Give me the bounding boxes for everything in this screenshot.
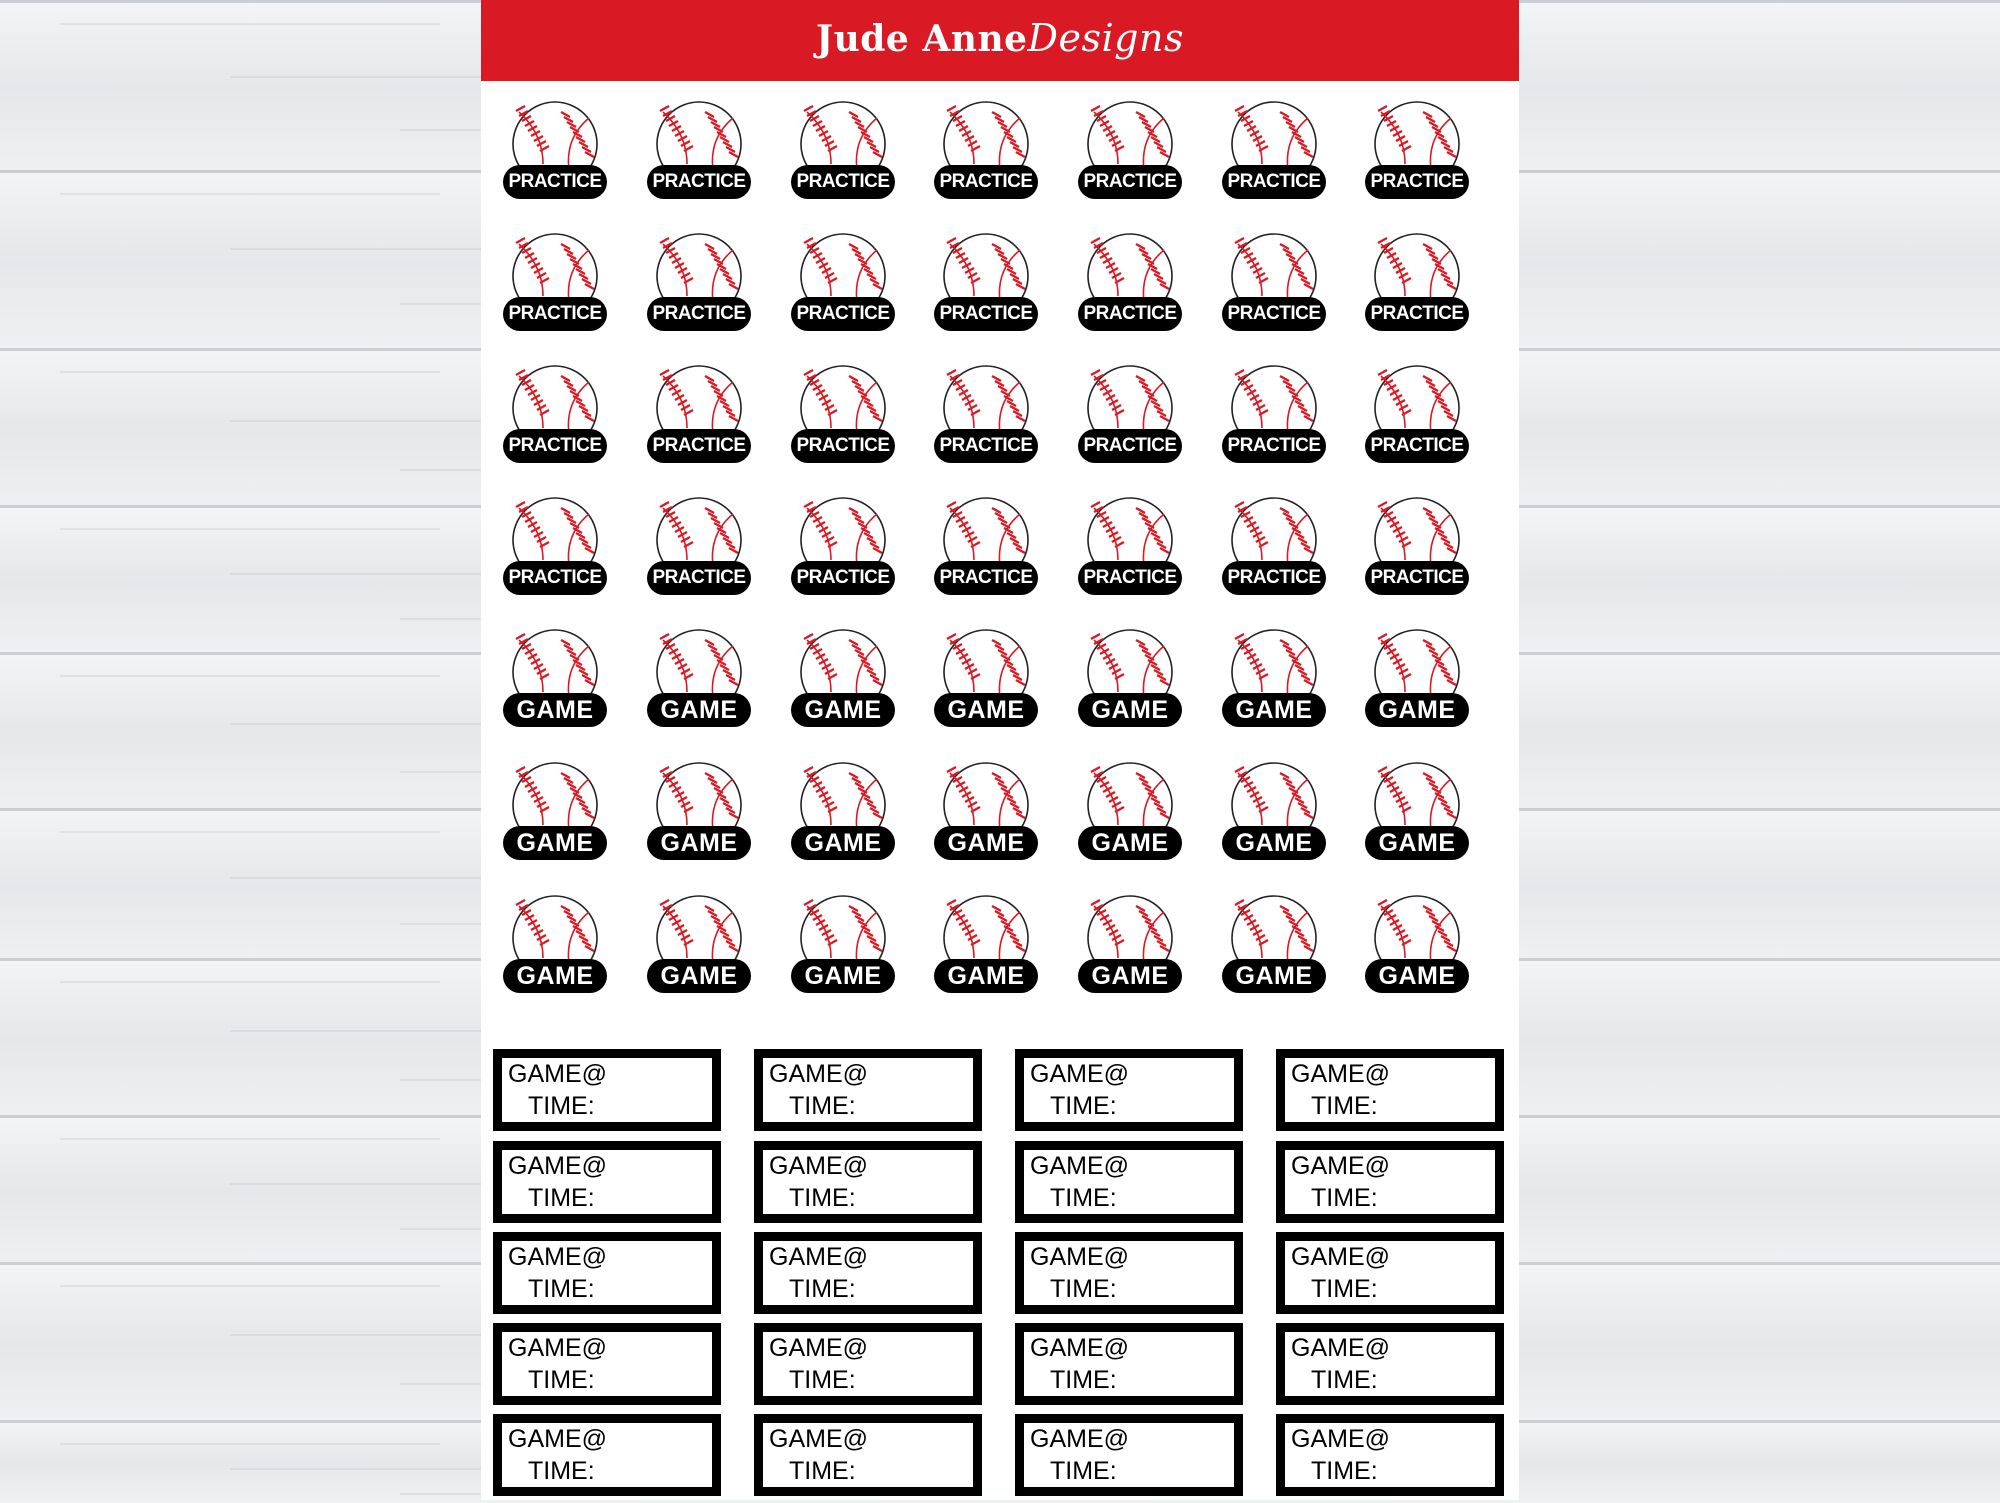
game-time-label — [493, 1049, 721, 1131]
game-time-label — [1276, 1414, 1504, 1496]
game-time-label — [1276, 1232, 1504, 1314]
sticker-sheet — [481, 0, 1519, 1500]
game-at-text: GAME@ — [1291, 1152, 1390, 1180]
game-sticker — [1222, 761, 1326, 865]
game-at-text: GAME@ — [769, 1334, 868, 1362]
game-at-text: GAME@ — [1030, 1334, 1129, 1362]
time-text: TIME: — [1050, 1366, 1117, 1394]
practice-sticker — [934, 232, 1038, 336]
game-sticker — [1078, 894, 1182, 998]
game-sticker — [1222, 894, 1326, 998]
practice-sticker — [1078, 364, 1182, 468]
time-text: TIME: — [789, 1275, 856, 1303]
game-sticker — [503, 894, 607, 998]
practice-label: PRACTICE — [1365, 429, 1469, 463]
practice-label: PRACTICE — [647, 165, 751, 199]
practice-label: PRACTICE — [503, 429, 607, 463]
practice-label: PRACTICE — [1365, 561, 1469, 595]
game-label: GAME — [1365, 959, 1469, 993]
game-label: GAME — [647, 693, 751, 727]
game-sticker — [1365, 761, 1469, 865]
game-at-text: GAME@ — [508, 1243, 607, 1271]
time-text: TIME: — [528, 1457, 595, 1485]
time-text: TIME: — [1311, 1457, 1378, 1485]
practice-sticker — [1222, 496, 1326, 600]
game-sticker — [1078, 761, 1182, 865]
practice-label: PRACTICE — [934, 561, 1038, 595]
game-at-text: GAME@ — [1030, 1425, 1129, 1453]
game-at-text: GAME@ — [1030, 1243, 1129, 1271]
game-label: GAME — [934, 826, 1038, 860]
time-text: TIME: — [1311, 1092, 1378, 1120]
game-label: GAME — [934, 693, 1038, 727]
practice-label: PRACTICE — [503, 297, 607, 331]
game-sticker — [1078, 628, 1182, 732]
game-label: GAME — [1078, 693, 1182, 727]
practice-label: PRACTICE — [934, 297, 1038, 331]
game-sticker — [791, 628, 895, 732]
game-time-label — [754, 1232, 982, 1314]
game-time-label — [1015, 1049, 1243, 1131]
game-label: GAME — [1222, 693, 1326, 727]
game-sticker — [503, 628, 607, 732]
game-at-text: GAME@ — [508, 1334, 607, 1362]
practice-sticker — [647, 232, 751, 336]
practice-sticker — [1078, 232, 1182, 336]
game-time-label — [493, 1323, 721, 1405]
practice-sticker — [1078, 100, 1182, 204]
game-label: GAME — [503, 693, 607, 727]
practice-sticker — [1365, 100, 1469, 204]
practice-sticker — [791, 232, 895, 336]
game-sticker — [791, 894, 895, 998]
game-time-label — [754, 1323, 982, 1405]
game-label: GAME — [1365, 693, 1469, 727]
practice-sticker — [791, 100, 895, 204]
game-label: GAME — [934, 959, 1038, 993]
game-at-text: GAME@ — [769, 1152, 868, 1180]
game-sticker — [647, 628, 751, 732]
time-text: TIME: — [528, 1275, 595, 1303]
game-at-text: GAME@ — [508, 1060, 607, 1088]
game-label: GAME — [791, 959, 895, 993]
brand-banner — [481, 0, 1519, 81]
game-sticker — [791, 761, 895, 865]
practice-label: PRACTICE — [1078, 165, 1182, 199]
game-at-text: GAME@ — [1291, 1243, 1390, 1271]
game-time-label — [754, 1141, 982, 1223]
game-sticker — [1365, 628, 1469, 732]
practice-label: PRACTICE — [1078, 429, 1182, 463]
game-sticker — [647, 894, 751, 998]
time-text: TIME: — [1050, 1184, 1117, 1212]
game-time-label — [1015, 1414, 1243, 1496]
practice-label: PRACTICE — [791, 561, 895, 595]
practice-label: PRACTICE — [1078, 561, 1182, 595]
practice-label: PRACTICE — [1365, 165, 1469, 199]
practice-label: PRACTICE — [791, 429, 895, 463]
game-sticker — [503, 761, 607, 865]
game-label: GAME — [791, 826, 895, 860]
game-at-text: GAME@ — [508, 1152, 607, 1180]
game-sticker — [1222, 628, 1326, 732]
game-time-label — [754, 1414, 982, 1496]
practice-label: PRACTICE — [1365, 297, 1469, 331]
practice-sticker — [791, 364, 895, 468]
practice-label: PRACTICE — [791, 165, 895, 199]
brand-logo — [816, 16, 1184, 60]
game-at-text: GAME@ — [508, 1425, 607, 1453]
game-time-label — [1276, 1049, 1504, 1131]
practice-sticker — [934, 496, 1038, 600]
game-label: GAME — [1222, 826, 1326, 860]
game-label: GAME — [503, 826, 607, 860]
practice-sticker — [503, 100, 607, 204]
game-time-label — [1015, 1323, 1243, 1405]
game-sticker — [647, 761, 751, 865]
practice-label: PRACTICE — [647, 561, 751, 595]
practice-sticker — [647, 364, 751, 468]
practice-sticker — [503, 496, 607, 600]
game-at-text: GAME@ — [1291, 1060, 1390, 1088]
game-at-text: GAME@ — [1030, 1152, 1129, 1180]
game-time-label — [754, 1049, 982, 1131]
practice-sticker — [934, 100, 1038, 204]
time-text: TIME: — [528, 1092, 595, 1120]
game-time-label — [1276, 1323, 1504, 1405]
game-sticker — [934, 894, 1038, 998]
practice-sticker — [1222, 232, 1326, 336]
game-time-label — [1276, 1141, 1504, 1223]
game-label: GAME — [647, 826, 751, 860]
time-text: TIME: — [789, 1184, 856, 1212]
practice-label: PRACTICE — [1222, 561, 1326, 595]
game-label: GAME — [647, 959, 751, 993]
game-at-text: GAME@ — [1030, 1060, 1129, 1088]
time-text: TIME: — [528, 1366, 595, 1394]
practice-sticker — [1078, 496, 1182, 600]
practice-sticker — [503, 232, 607, 336]
game-time-label — [1015, 1141, 1243, 1223]
game-label: GAME — [1222, 959, 1326, 993]
game-time-label — [1015, 1232, 1243, 1314]
practice-label: PRACTICE — [1222, 429, 1326, 463]
game-at-text: GAME@ — [769, 1243, 868, 1271]
time-text: TIME: — [789, 1092, 856, 1120]
game-label: GAME — [1078, 826, 1182, 860]
game-label: GAME — [1078, 959, 1182, 993]
game-label: GAME — [1365, 826, 1469, 860]
game-time-label — [493, 1141, 721, 1223]
game-at-text: GAME@ — [1291, 1334, 1390, 1362]
game-at-text: GAME@ — [769, 1425, 868, 1453]
game-sticker — [934, 628, 1038, 732]
time-text: TIME: — [789, 1457, 856, 1485]
practice-sticker — [647, 100, 751, 204]
practice-label: PRACTICE — [1222, 165, 1326, 199]
practice-sticker — [1222, 100, 1326, 204]
game-time-label — [493, 1414, 721, 1496]
practice-sticker — [1365, 232, 1469, 336]
game-sticker — [1365, 894, 1469, 998]
game-sticker — [934, 761, 1038, 865]
time-text: TIME: — [789, 1366, 856, 1394]
practice-sticker — [934, 364, 1038, 468]
practice-sticker — [1365, 496, 1469, 600]
game-at-text: GAME@ — [1291, 1425, 1390, 1453]
brand-script: Designs — [1027, 16, 1184, 60]
game-time-label — [493, 1232, 721, 1314]
time-text: TIME: — [1050, 1275, 1117, 1303]
time-text: TIME: — [1311, 1184, 1378, 1212]
practice-sticker — [1222, 364, 1326, 468]
time-text: TIME: — [1311, 1275, 1378, 1303]
game-label: GAME — [791, 693, 895, 727]
practice-label: PRACTICE — [503, 165, 607, 199]
practice-label: PRACTICE — [791, 297, 895, 331]
practice-sticker — [1365, 364, 1469, 468]
game-at-text: GAME@ — [769, 1060, 868, 1088]
practice-label: PRACTICE — [934, 165, 1038, 199]
practice-sticker — [791, 496, 895, 600]
time-text: TIME: — [528, 1184, 595, 1212]
brand-name: Jude Anne — [816, 18, 1028, 60]
time-text: TIME: — [1050, 1092, 1117, 1120]
practice-sticker — [503, 364, 607, 468]
time-text: TIME: — [1050, 1457, 1117, 1485]
practice-label: PRACTICE — [647, 297, 751, 331]
time-text: TIME: — [1311, 1366, 1378, 1394]
practice-label: PRACTICE — [1078, 297, 1182, 331]
practice-label: PRACTICE — [503, 561, 607, 595]
practice-label: PRACTICE — [647, 429, 751, 463]
practice-sticker — [647, 496, 751, 600]
practice-label: PRACTICE — [1222, 297, 1326, 331]
game-label: GAME — [503, 959, 607, 993]
practice-label: PRACTICE — [934, 429, 1038, 463]
